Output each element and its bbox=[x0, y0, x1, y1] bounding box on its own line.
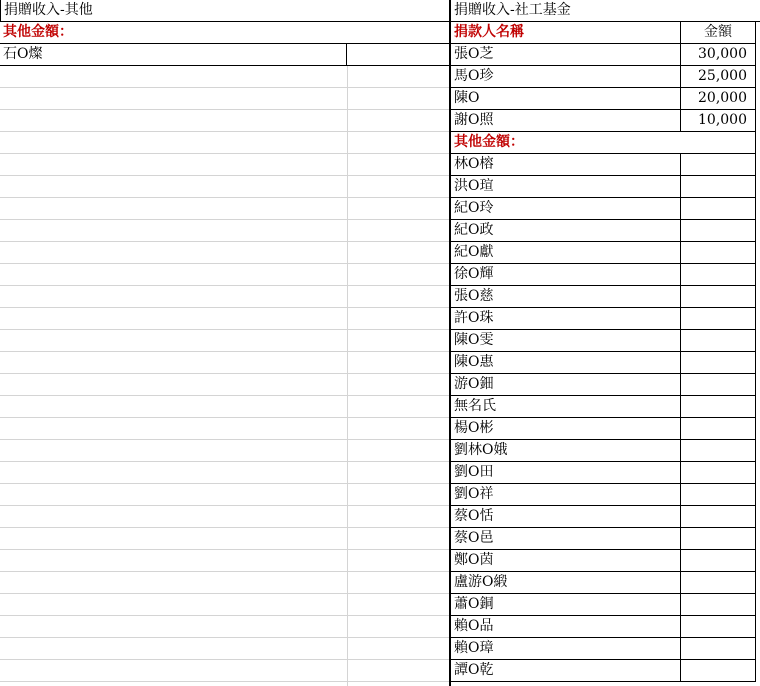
donor-name: 謝O照 bbox=[454, 112, 494, 128]
left-row-1-text: 石O燦 bbox=[3, 46, 43, 62]
other-donor-row-name[interactable] bbox=[451, 176, 681, 198]
other-donor-row-name[interactable] bbox=[451, 374, 681, 396]
other-donor-name: 張O慈 bbox=[454, 288, 494, 304]
other-donor-row-amount[interactable] bbox=[681, 176, 756, 198]
other-donor-row-amount[interactable] bbox=[681, 352, 756, 374]
other-donor-name: 賴O品 bbox=[454, 618, 494, 634]
donor-name: 陳O bbox=[454, 90, 480, 106]
other-donor-row-amount[interactable] bbox=[681, 396, 756, 418]
other-donor-row-amount[interactable] bbox=[681, 660, 756, 682]
other-donor-row-amount[interactable] bbox=[681, 374, 756, 396]
donor-row-2-amount[interactable] bbox=[681, 66, 756, 88]
donor-row-3-name[interactable] bbox=[451, 88, 681, 110]
other-donor-row-name[interactable] bbox=[451, 484, 681, 506]
other-donor-name: 許O珠 bbox=[454, 310, 494, 326]
other-donor-name: 徐O輝 bbox=[454, 266, 494, 282]
other-donor-name: 紀O玲 bbox=[454, 200, 494, 216]
other-donor-row-amount[interactable] bbox=[681, 484, 756, 506]
other-donor-row-name[interactable] bbox=[451, 396, 681, 418]
other-donor-name: 蕭O銅 bbox=[454, 596, 494, 612]
other-donor-row-amount[interactable] bbox=[681, 550, 756, 572]
other-donor-row-name[interactable] bbox=[451, 660, 681, 682]
other-donor-name: 紀O政 bbox=[454, 222, 494, 238]
other-donor-row-amount[interactable] bbox=[681, 638, 756, 660]
other-donor-name: 紀O獻 bbox=[454, 244, 494, 260]
other-donor-row-amount[interactable] bbox=[681, 528, 756, 550]
other-donor-row-name[interactable] bbox=[451, 352, 681, 374]
other-donor-name: 賴O璋 bbox=[454, 640, 494, 656]
right-header-name-cell[interactable] bbox=[451, 22, 681, 44]
other-donor-row-name[interactable] bbox=[451, 264, 681, 286]
other-donor-name: 蔡O邑 bbox=[454, 530, 494, 546]
other-donor-row-amount[interactable] bbox=[681, 264, 756, 286]
other-donor-row-name[interactable] bbox=[451, 462, 681, 484]
other-donor-row-name[interactable] bbox=[451, 308, 681, 330]
other-donor-name: 陳O雯 bbox=[454, 332, 494, 348]
other-donor-row-amount[interactable] bbox=[681, 242, 756, 264]
right-amount-header: 金額 bbox=[704, 24, 732, 40]
other-donor-row-amount[interactable] bbox=[681, 594, 756, 616]
other-donor-name: 鄭O茵 bbox=[454, 552, 494, 568]
other-donor-row-name[interactable] bbox=[451, 572, 681, 594]
other-donor-row-amount[interactable] bbox=[681, 198, 756, 220]
other-donor-name: 游O鈿 bbox=[454, 376, 494, 392]
donor-row-1-amount[interactable] bbox=[681, 44, 756, 66]
left-row-1-name[interactable] bbox=[0, 44, 347, 66]
left-empty-area bbox=[0, 66, 450, 686]
left-title: 捐贈收入-其他 bbox=[4, 2, 93, 18]
other-donor-row-name[interactable] bbox=[451, 198, 681, 220]
right-edge-column bbox=[756, 22, 760, 686]
left-row-1-amount[interactable] bbox=[347, 44, 450, 66]
other-donor-row-amount[interactable] bbox=[681, 506, 756, 528]
other-donor-row-amount[interactable] bbox=[681, 440, 756, 462]
other-donor-row-name[interactable] bbox=[451, 638, 681, 660]
right-section-cell[interactable] bbox=[451, 132, 756, 154]
other-donor-row-name[interactable] bbox=[451, 220, 681, 242]
other-donor-name: 林O榕 bbox=[454, 156, 494, 172]
other-donor-row-amount[interactable] bbox=[681, 220, 756, 242]
other-donor-name: 譚O乾 bbox=[454, 662, 494, 678]
other-donor-row-name[interactable] bbox=[451, 154, 681, 176]
donor-row-4-amount[interactable] bbox=[681, 110, 756, 132]
other-donor-row-amount[interactable] bbox=[681, 308, 756, 330]
other-donor-name: 劉林O娥 bbox=[454, 442, 508, 458]
donor-name: 張O芝 bbox=[454, 46, 494, 62]
other-donor-row-name[interactable] bbox=[451, 550, 681, 572]
donor-row-3-amount[interactable] bbox=[681, 88, 756, 110]
other-donor-row-amount[interactable] bbox=[681, 286, 756, 308]
other-donor-row-amount[interactable] bbox=[681, 154, 756, 176]
other-donor-row-name[interactable] bbox=[451, 418, 681, 440]
donor-amount: 30,000 bbox=[698, 46, 747, 62]
other-donor-row-amount[interactable] bbox=[681, 572, 756, 594]
other-donor-row-amount[interactable] bbox=[681, 462, 756, 484]
left-col-divider bbox=[347, 66, 348, 686]
other-donor-row-amount[interactable] bbox=[681, 330, 756, 352]
left-section-cell[interactable] bbox=[0, 22, 450, 44]
other-donor-row-amount[interactable] bbox=[681, 616, 756, 638]
right-header-amount-cell[interactable] bbox=[681, 22, 756, 44]
other-donor-name: 盧游O緞 bbox=[454, 574, 508, 590]
other-donor-name: 陳O惠 bbox=[454, 354, 494, 370]
other-donor-row-name[interactable] bbox=[451, 440, 681, 462]
donor-row-4-name[interactable] bbox=[451, 110, 681, 132]
donor-name: 馬O珍 bbox=[454, 68, 494, 84]
other-donor-name: 劉O田 bbox=[454, 464, 494, 480]
donor-amount: 10,000 bbox=[698, 112, 747, 128]
right-title-cell[interactable] bbox=[451, 0, 760, 22]
other-donor-row-name[interactable] bbox=[451, 242, 681, 264]
other-donor-row-name[interactable] bbox=[451, 506, 681, 528]
other-donor-row-name[interactable] bbox=[451, 330, 681, 352]
other-donor-row-name[interactable] bbox=[451, 616, 681, 638]
other-donor-name: 楊O彬 bbox=[454, 420, 494, 436]
other-donor-row-name[interactable] bbox=[451, 594, 681, 616]
donor-row-1-name[interactable] bbox=[451, 44, 681, 66]
other-donor-row-name[interactable] bbox=[451, 528, 681, 550]
right-name-header: 捐款人名稱 bbox=[454, 24, 524, 40]
other-donor-name: 蔡O恬 bbox=[454, 508, 494, 524]
left-section-label: 其他金額： bbox=[3, 24, 73, 40]
right-title: 捐贈收入-社工基金 bbox=[454, 2, 571, 18]
donor-amount: 25,000 bbox=[698, 68, 747, 84]
other-donor-row-name[interactable] bbox=[451, 286, 681, 308]
other-donor-row-amount[interactable] bbox=[681, 418, 756, 440]
other-donor-name: 無名氏 bbox=[454, 398, 496, 414]
right-section-label: 其他金額： bbox=[454, 134, 524, 150]
donor-amount: 20,000 bbox=[698, 90, 747, 106]
donor-row-2-name[interactable] bbox=[451, 66, 681, 88]
other-donor-name: 洪O瑄 bbox=[454, 178, 494, 194]
other-donor-name: 劉O祥 bbox=[454, 486, 494, 502]
left-title-cell[interactable] bbox=[0, 0, 450, 22]
